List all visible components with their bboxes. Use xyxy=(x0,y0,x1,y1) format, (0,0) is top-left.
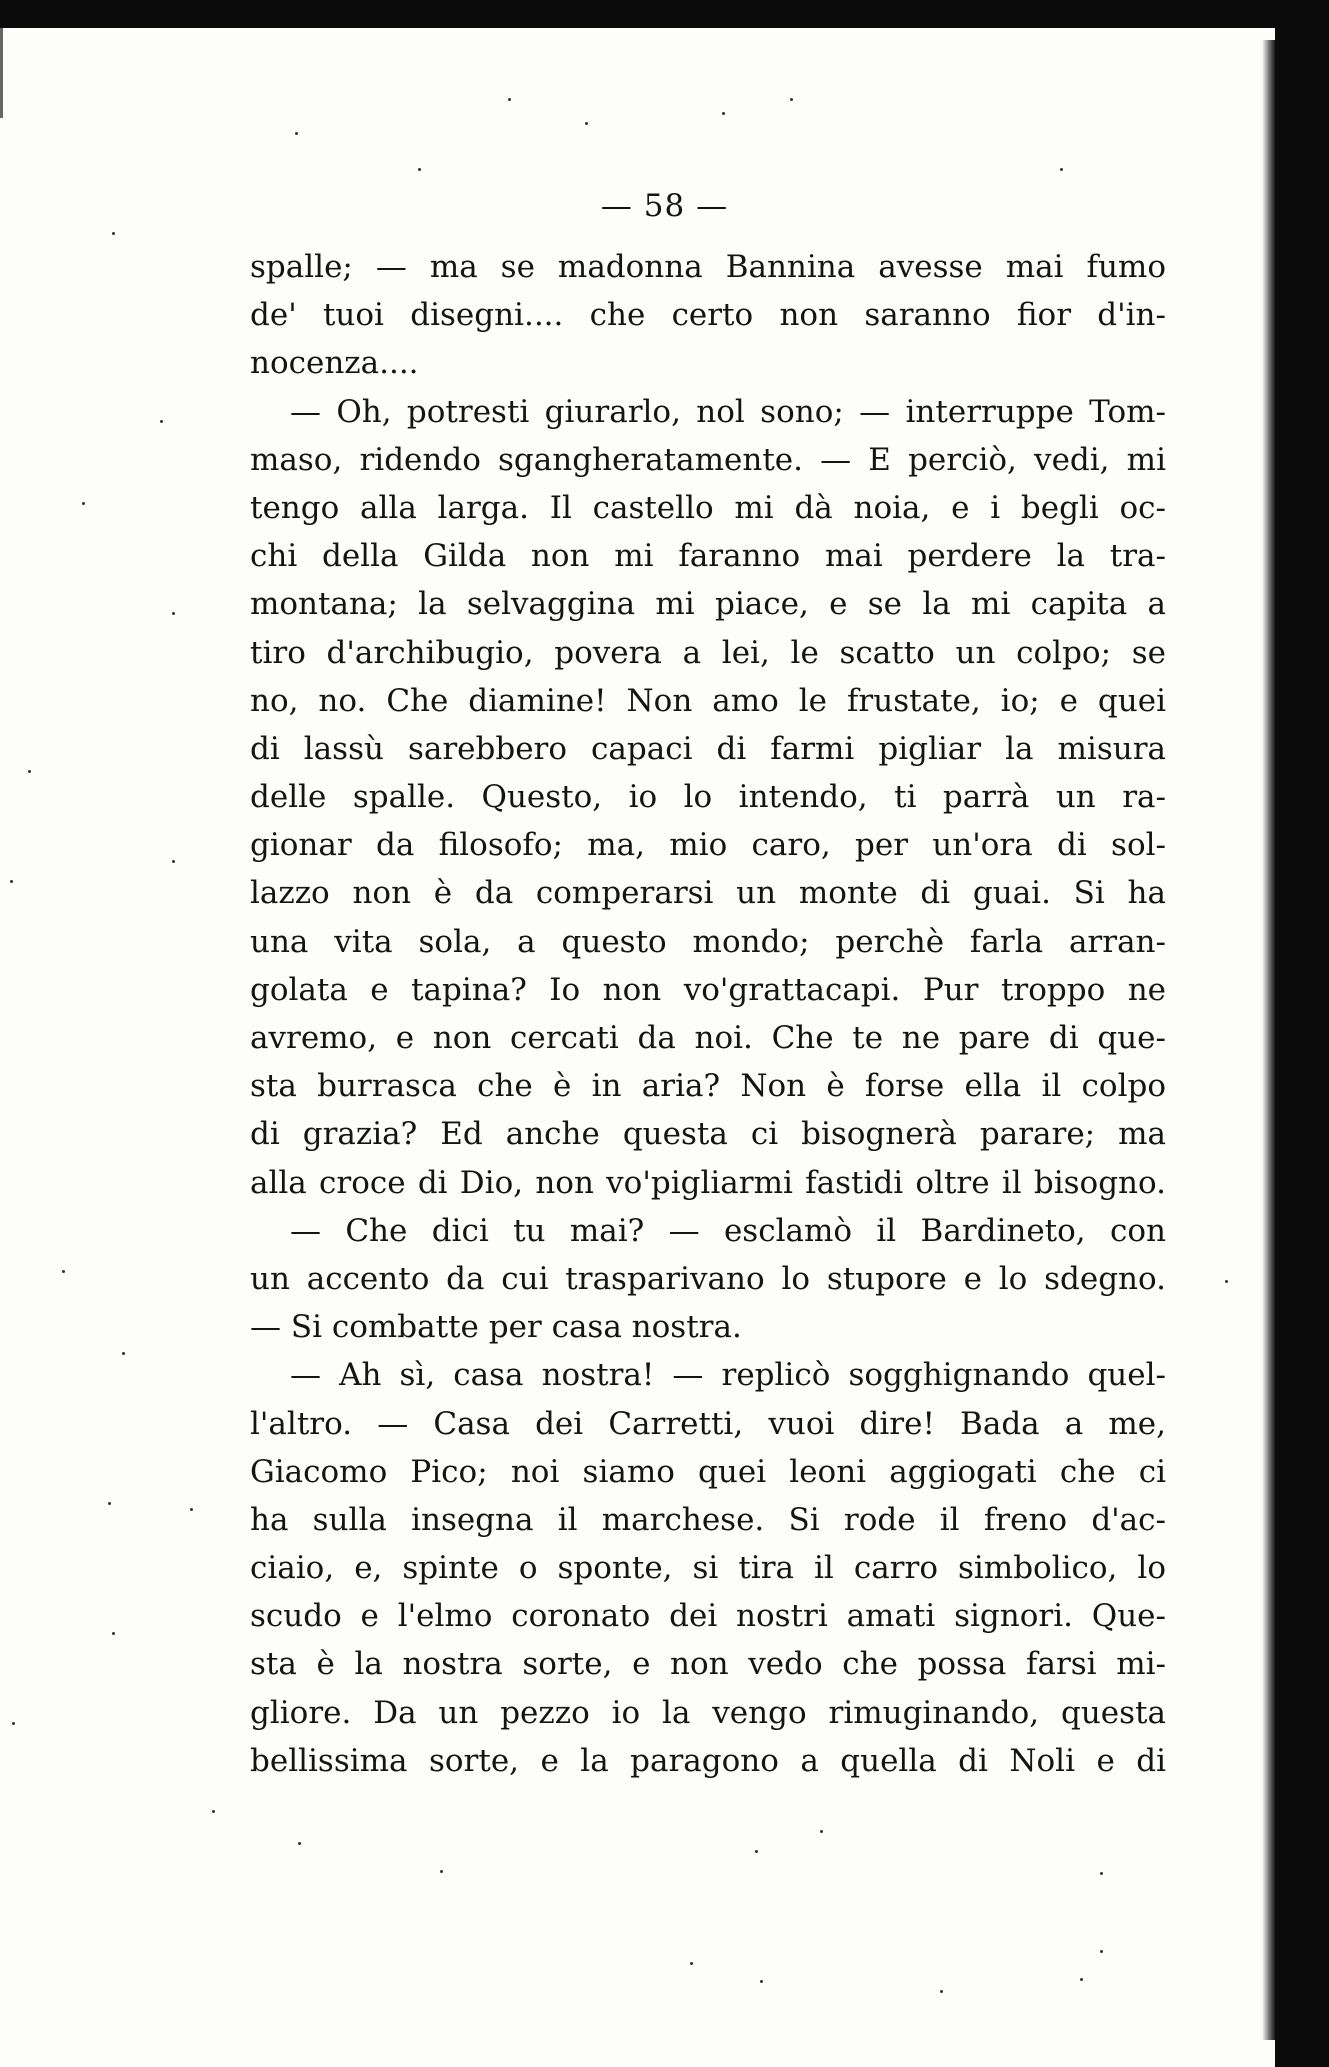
text-line: lazzo non è da comperarsi un monte di guai. Si ha xyxy=(250,875,1166,912)
text-line: — Che dici tu mai? — esclamò il Bardineto, con xyxy=(290,1212,1166,1249)
text-line: avremo, e non cercati da noi. Che te ne pare di que- xyxy=(250,1020,1166,1056)
page-gutter-shadow xyxy=(1262,40,1275,2040)
text-line: golata e tapina? Io non vo'grattacapi. Pur troppo ne xyxy=(250,971,1166,1008)
text-line: di grazia? Ed anche questa ci bisognerà parare; ma xyxy=(250,1116,1166,1153)
text-line: alla croce di Dio, non vo'pigliarmi fastidi oltre il bisogno. xyxy=(250,1164,1166,1201)
text-line: montana; la selvaggina mi piace, e se la mi capita a xyxy=(250,586,1166,623)
page-body-text xyxy=(250,243,1166,1785)
text-line: tengo alla larga. Il castello mi dà noia, e i begli oc- xyxy=(250,489,1166,526)
text-line: tiro d'archibugio, povera a lei, le scatto un colpo; se xyxy=(250,634,1166,671)
text-line: gionar da filosofo; ma, mio caro, per un'ora di sol- xyxy=(250,827,1166,864)
text-line: nocenza.... xyxy=(250,345,419,382)
text-line: sta è la nostra sorte, e non vedo che possa farsi mi- xyxy=(250,1646,1166,1683)
scan-border-left xyxy=(0,28,3,118)
text-line: gliore. Da un pezzo io la vengo rimuginando, questa xyxy=(250,1694,1166,1731)
text-line: — Si combatte per casa nostra. xyxy=(250,1309,742,1346)
scan-border-right xyxy=(1275,28,1329,2067)
text-line: Giacomo Pico; noi siamo quei leoni aggiogati che ci xyxy=(250,1453,1166,1490)
text-line: de' tuoi disegni.... che certo non saranno fior d'in- xyxy=(250,297,1166,334)
text-line: spalle; — ma se madonna Bannina avesse mai fumo xyxy=(250,249,1166,285)
scan-border-top xyxy=(0,0,1329,28)
page-number: — 58 — xyxy=(600,188,729,224)
text-line: ha sulla insegna il marchese. Si rode il freno d'ac- xyxy=(250,1501,1166,1538)
text-line: un accento da cui trasparivano lo stupore e lo sdegno. xyxy=(250,1260,1166,1297)
text-line: — Ah sì, casa nostra! — replicò sogghignando quel- xyxy=(290,1357,1166,1394)
text-line: l'altro. — Casa dei Carretti, vuoi dire! Bada a me, xyxy=(250,1405,1166,1442)
text-line: sta burrasca che è in aria? Non è forse ella il colpo xyxy=(250,1068,1166,1105)
text-line: una vita sola, a questo mondo; perchè farla arran- xyxy=(250,923,1166,960)
text-line: scudo e l'elmo coronato dei nostri amati signori. Que- xyxy=(250,1598,1166,1635)
text-line: ciaio, e, spinte o sponte, si tira il carro simbolico, lo xyxy=(250,1550,1166,1587)
text-line: di lassù sarebbero capaci di farmi pigliar la misura xyxy=(250,730,1166,767)
text-line: maso, ridendo sgangheratamente. — E perciò, vedi, mi xyxy=(250,441,1166,478)
text-line: chi della Gilda non mi faranno mai perdere la tra- xyxy=(250,538,1166,575)
text-line: bellissima sorte, e la paragono a quella di Noli e di xyxy=(250,1742,1166,1779)
text-line: — Oh, potresti giurarlo, nol sono; — interruppe Tom- xyxy=(290,393,1166,430)
text-line: no, no. Che diamine! Non amo le frustate, io; e quei xyxy=(250,682,1166,719)
text-line: delle spalle. Questo, io lo intendo, ti parrà un ra- xyxy=(250,779,1166,816)
